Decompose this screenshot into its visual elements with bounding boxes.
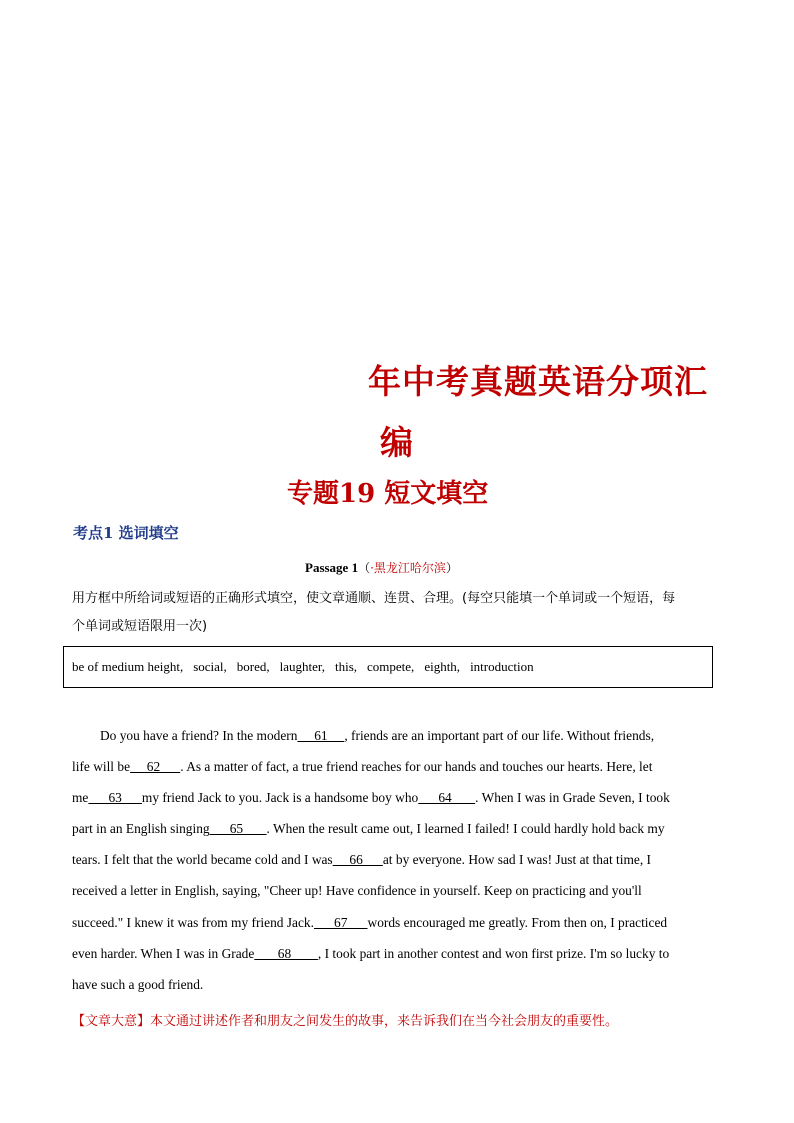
paren-close: ）: [445, 561, 458, 575]
word-bank-item: be of medium height,: [72, 659, 184, 674]
paren-open: （: [358, 561, 371, 575]
article-summary: [72, 1010, 618, 1029]
passage-line: [72, 852, 651, 868]
line-text: Do you have a friend? In the modern: [100, 728, 298, 743]
line-text: words encouraged me greatly. From then on, I practiced: [367, 915, 668, 930]
instructions: [72, 585, 732, 641]
blank-66: 66: [332, 852, 383, 867]
line-text: tears. I felt that the world became cold and I was: [72, 852, 333, 867]
passage-source: ·黑龙江哈尔滨: [370, 561, 446, 575]
passage-line: [72, 821, 665, 837]
word-bank-item: this,: [334, 659, 358, 674]
passage-label: Passage 1: [305, 560, 359, 575]
blank-65: 65: [209, 821, 267, 836]
passage-line: [72, 759, 652, 775]
line-text: life will be: [72, 759, 131, 774]
passage-line: [72, 977, 203, 993]
blank-67: 67: [313, 915, 368, 930]
passage-line: [72, 915, 667, 931]
instruction-line-2: 个单词或短语限用一次): [72, 619, 208, 634]
line-text: part in an English singing: [72, 821, 210, 836]
passage-heading: [305, 559, 458, 576]
line-text: . When I was in Grade Seven, I took: [475, 790, 670, 805]
line-text: , I took part in another contest and won first prize. I'm so lucky to: [317, 946, 670, 961]
line-text: . As a matter of fact, a true friend reaches for our hands and touches our hearts. Here, let: [180, 759, 653, 774]
word-bank-item: eighth,: [424, 659, 461, 674]
instruction-line-1: 用方框中所给词或短语的正确形式填空，使文章通顺、连贯、合理。(每空只能填一个单词或一个短语，每: [72, 591, 676, 606]
word-bank-item: laughter,: [279, 659, 325, 674]
line-text: succeed." I knew it was from my friend Jack.: [72, 915, 314, 930]
line-text: at by everyone. How sad I was! Just at that time, I: [382, 852, 651, 867]
line-text: , friends are an important part of our life. Without friends,: [344, 728, 655, 743]
word-bank-item: bored,: [236, 659, 270, 674]
blank-62: 62: [130, 759, 181, 774]
passage-line: [100, 728, 654, 744]
word-bank-item: social,: [193, 659, 227, 674]
summary-label: 【文章大意】: [72, 1014, 151, 1029]
passage-line: [72, 790, 670, 806]
line-text: my friend Jack to you. Jack is a handsome boy who: [141, 790, 419, 805]
section-heading: 考点1 选词填空: [73, 524, 179, 542]
passage-line: [72, 883, 642, 899]
blank-64: 64: [418, 790, 476, 805]
summary-text: 本文通过讲述作者和朋友之间发生的故事，来告诉我们在当今社会朋友的重要性。: [150, 1014, 619, 1029]
line-text: me: [72, 790, 89, 805]
line-text: even harder. When I was in Grade: [72, 946, 255, 961]
word-bank-item: introduction: [470, 659, 534, 674]
line-text: . When the result came out, I learned I failed! I could hardly hold back my: [266, 821, 665, 836]
blank-68: 68: [254, 946, 318, 961]
document-title-line1: 年中考真题英语分项汇: [368, 362, 708, 401]
line-text: have such a good friend.: [72, 977, 204, 992]
blank-63: 63: [88, 790, 142, 805]
word-bank-item: compete,: [367, 659, 415, 674]
document-title-line2: 编: [380, 423, 414, 462]
topic-subtitle: 专题19 短文填空: [287, 479, 489, 509]
line-text: received a letter in English, saying, "Cheer up! Have confidence in yourself. Keep on practicing and you'll: [72, 883, 642, 898]
blank-61: 61: [297, 728, 345, 743]
word-bank-box: [63, 646, 713, 688]
passage-line: [72, 946, 669, 962]
